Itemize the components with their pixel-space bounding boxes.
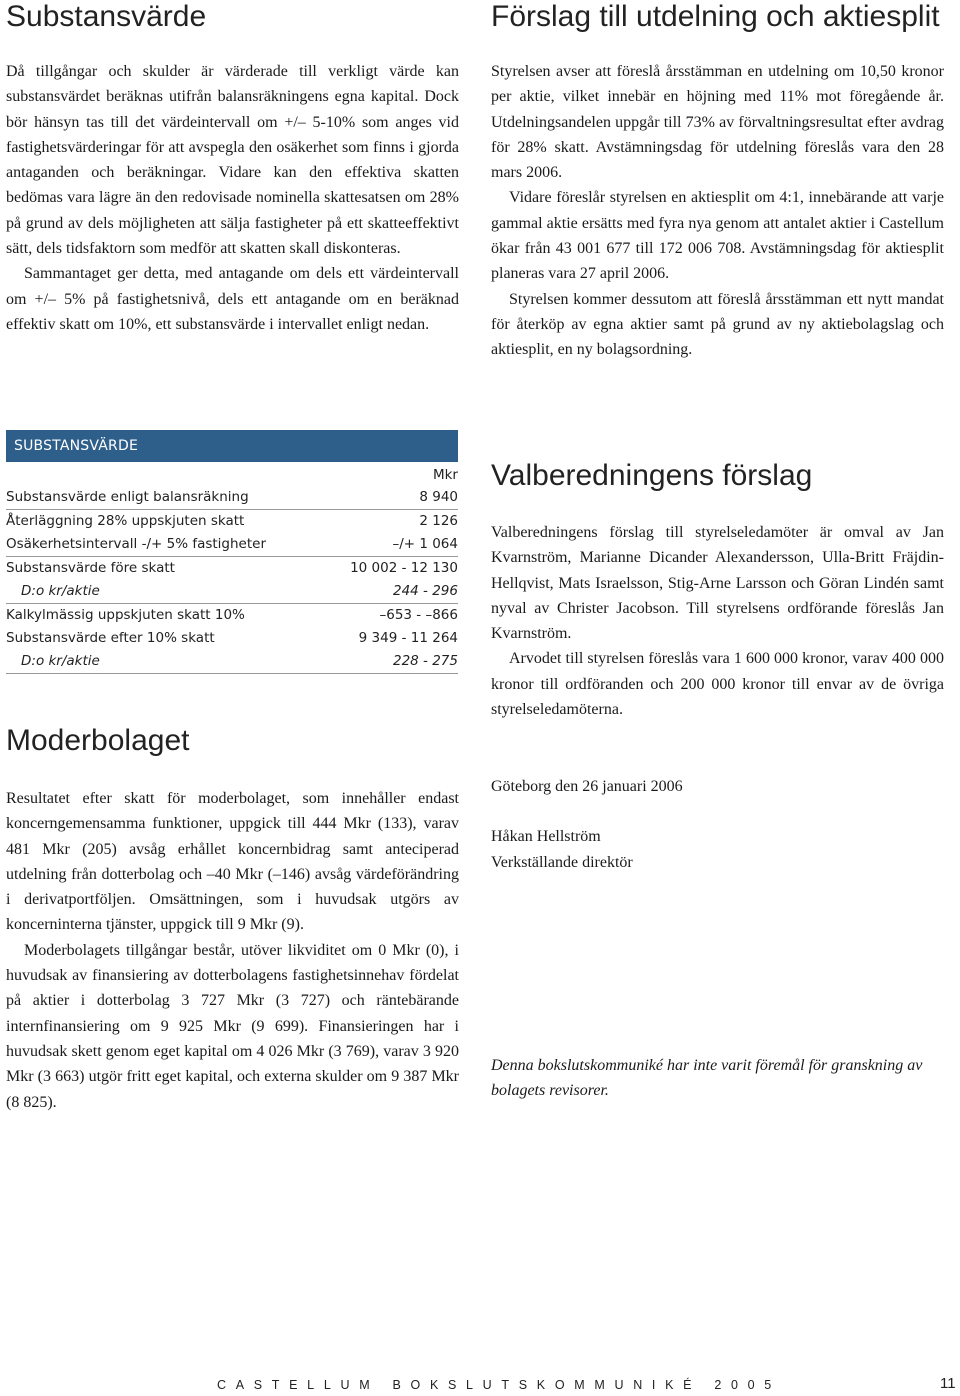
row-label: Kalkylmässig uppskjuten skatt 10%	[6, 607, 245, 623]
row-label: Substansvärde enligt balansräkning	[6, 489, 249, 505]
table-row	[6, 533, 458, 557]
row-label: Osäkerhetsintervall -/+ 5% fastigheter	[6, 536, 267, 552]
moderbolaget-paragraph-2: Moderbolagets tillgångar består, utöver likviditet om 0 Mkr (0), i huvudsak av finansiering av dotterbolagens fastighetsinnehav fördelat på aktier i dotterbolag 3 727 Mkr (3 727) och räntebärande internfinansiering om 9 925 Mkr (9 699). Finansieringen har i huvudsak skett genom eget kapital om 4 026 Mkr (3 769), varav 3 920 Mkr (3 663) utgör fritt eget kapital, och externa skulder om 9 387 Mkr (8 825).	[6, 941, 459, 1111]
audit-note-block	[491, 1053, 944, 1104]
utdelning-paragraph-3: Styrelsen kommer dessutom att föreslå årsstämman ett nytt mandat för återköp av egna aktier samt på grund av ny aktiebolagslag och aktiesplit, en ny bolagsordning.	[491, 290, 944, 359]
row-value: 2 126	[419, 513, 458, 529]
moderbolaget-section	[6, 724, 459, 1115]
audit-note: Denna bokslutskommuniké har inte varit föremål för granskning av bolagets revisorer.	[491, 1057, 923, 1100]
row-value: 228 - 275	[393, 653, 458, 669]
table-unit: Mkr	[432, 467, 458, 483]
table-row	[6, 604, 458, 627]
utdelning-heading: Förslag till utdelning och aktiesplit	[491, 0, 940, 33]
substansvarde-table	[6, 430, 458, 674]
running-footer: CASTELLUM BOKSLUTSKOMMUNIKÉ 2005	[217, 1378, 781, 1392]
place-date: Göteborg den 26 januari 2006	[491, 778, 683, 795]
substansvarde-heading: Substansvärde	[6, 0, 207, 33]
moderbolaget-heading: Moderbolaget	[6, 724, 190, 757]
table-unit-row	[6, 464, 458, 486]
substansvarde-paragraph-2: Sammantaget ger detta, med antagande om dels ett värdeintervall om +/– 5% på fastighetsnivå, dels ett antagande om en beräknad effektiv skatt om 10%, ett substansvärde i intervallet enligt nedan.	[6, 265, 459, 333]
row-label: D:o kr/aktie	[21, 583, 100, 599]
right-column	[491, 0, 944, 363]
substansvarde-paragraph-1: Då tillgångar och skulder är värderade till verkligt värde kan substansvärdet beräknas utifrån balansräkningens egna kapital. Dock bör hänsyn tas till det värdeintervall om +/– 5-10% som anges vid fastighetsvärderingar för att avspegla den osäkerhet som finns i gjorda antaganden och beräkningar. Vidare kan den effektiva skatten bedömas vara lägre än den redovisade nominella skattesatsen om 28% på grund av dels möjligheten att sälja fastigheter på ett skatteeffektivt sätt, dels tidsfaktorn som medför att skatten skall diskonteras.	[6, 63, 459, 258]
row-value: 9 349 - 11 264	[358, 630, 458, 646]
signer-title: Verkställande direktör	[491, 853, 633, 871]
page-number: 11	[940, 1375, 956, 1392]
valberedning-heading: Valberedningens förslag	[491, 459, 813, 492]
table-row	[6, 627, 458, 650]
signer-name: Håkan Hellström	[491, 828, 601, 846]
table-row	[6, 580, 458, 604]
valberedning-paragraph-2: Arvodet till styrelsen föreslås vara 1 600 000 kronor, varav 400 000 kronor till ordföranden och 200 000 kronor till envar av de övriga styrelseledamöterna.	[491, 650, 944, 719]
table-heading: SUBSTANSVÄRDE	[6, 430, 458, 462]
left-column	[6, 0, 459, 337]
row-label: Substansvärde efter 10% skatt	[6, 630, 215, 646]
row-value: –/+ 1 064	[392, 536, 458, 552]
row-value: 8 940	[419, 489, 458, 505]
utdelning-paragraph-2: Vidare föreslår styrelsen en aktiesplit om 4:1, innebärande att varje gammal aktie ersätts med fyra nya genom att antalet aktier i Castellum ökar från 43 001 677 till 172 006 708. Avstämningsdag för aktiesplit planeras vara 27 april 2006.	[491, 189, 944, 283]
table-row	[6, 650, 458, 674]
table-row	[6, 510, 458, 533]
signature-block	[491, 774, 944, 875]
table-row	[6, 486, 458, 510]
utdelning-paragraph-1: Styrelsen avser att föreslå årsstämman en utdelning om 10,50 kronor per aktie, vilket innebär en höjning med 11% mot föregående år. Utdelningsandelen uppgår till 73% av förvaltningsresultat efter avdrag för 28% skatt. Avstämningsdag för utdelning föreslås vara den 28 mars 2006.	[491, 63, 944, 182]
row-value: 244 - 296	[393, 583, 458, 599]
row-label: D:o kr/aktie	[21, 653, 100, 669]
row-label: Substansvärde före skatt	[6, 560, 175, 576]
table-row	[6, 557, 458, 580]
row-label: Återläggning 28% uppskjuten skatt	[6, 513, 245, 529]
valberedning-paragraph-1: Valberedningens förslag till styrelseledamöter är omval av Jan Kvarnström, Marianne Dicander Alexandersson, Ulla-Britt Fräjdin-Hellqvist, Mats Israelsson, Stig-Arne Larsson och Göran Lindén samt nyval av Christer Jacobson. Till styrelsens ordförande föreslås Jan Kvarnström.	[491, 524, 944, 643]
moderbolaget-paragraph-1: Resultatet efter skatt för moderbolaget, som innehåller endast koncerngemensamma funktioner, uppgick till 444 Mkr (133), varav 481 Mkr (205) avsåg erhållet koncernbidrag samt anteciperad utdelning från dotterbolag och –40 Mkr (–146) avsåg värdeförändring i derivatportföljen. Omsättningen, som i huvudsak utgörs av koncerninterna tjänster, uppgick till 9 Mkr (9).	[6, 790, 459, 934]
row-value: –653 - –866	[379, 607, 458, 623]
valberedning-section	[491, 459, 944, 722]
row-value: 10 002 - 12 130	[350, 560, 458, 576]
